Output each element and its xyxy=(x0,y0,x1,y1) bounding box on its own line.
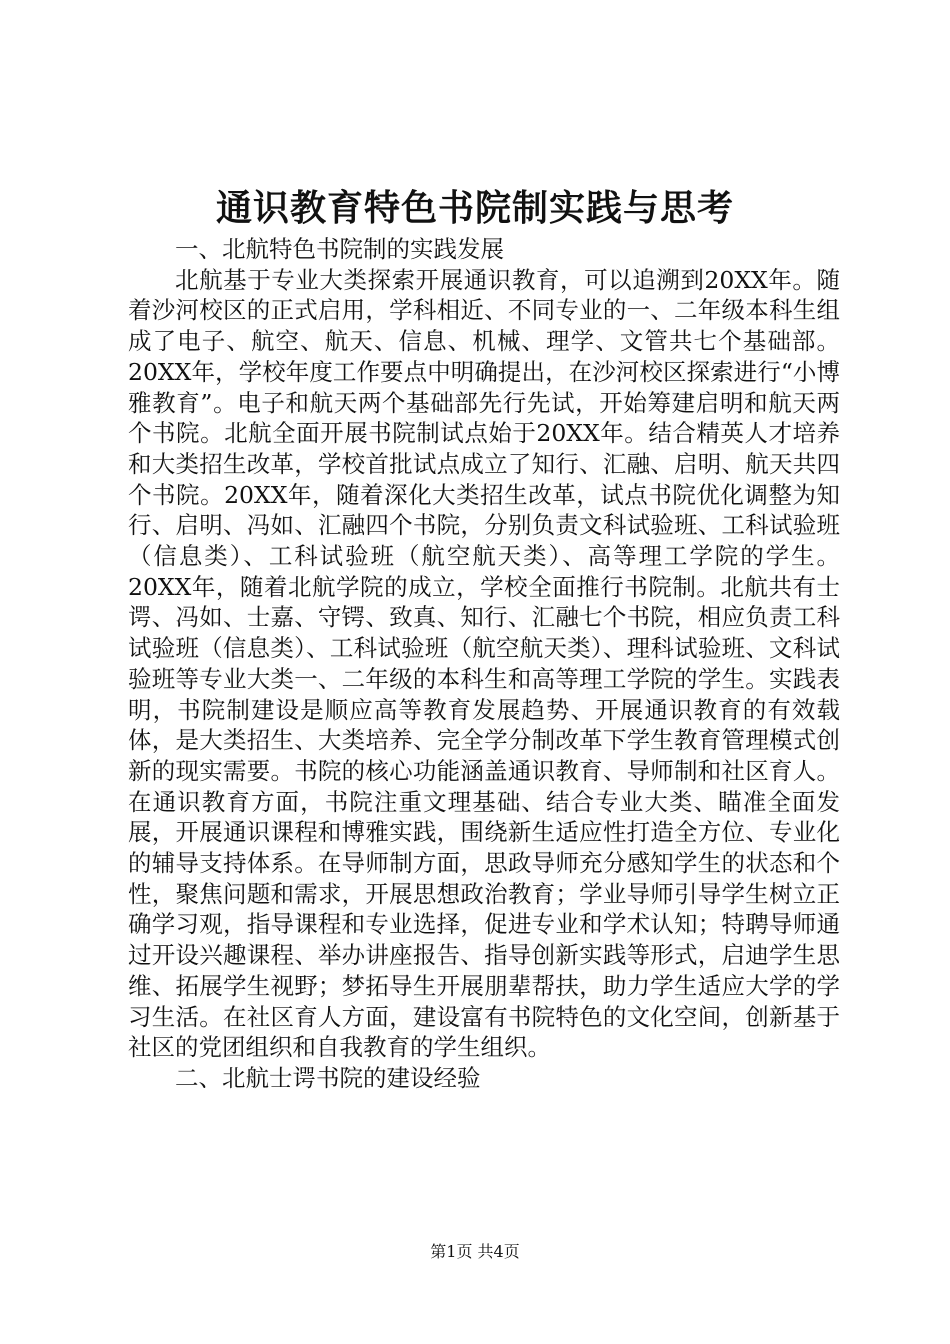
section-1-paragraph: 北航基于专业大类探索开展通识教育，可以追溯到20XX年。随着沙河校区的正式启用，学科相近、不同专业的一、二年级本科生组成了电子、航空、航天、信息、机械、理学、文管共七个基础部。20XX年，学校年度工作要点中明确提出，在沙河校区探索进行“小博雅教育”。电子和航天两个基础部先行先试，开始筹建启明和航天两个书院。北航全面开展书院制试点始于20XX年。结合精英人才培养和大类招生改革，学校首批试点成立了知行、汇融、启明、航天共四个书院。20XX年，随着深化大类招生改革，试点书院优化调整为知行、启明、冯如、汇融四个书院，分别负责文科试验班、工科试验班（信息类）、工科试验班（航空航天类）、高等理工学院的学生。20XX年，随着北航学院的成立，学校全面推行书院制。北航共有士谔、冯如、士嘉、守锷、致真、知行、汇融七个书院，相应负责工科试验班（信息类）、工科试验班（航空航天类）、理科试验班、文科试验班等专业大类一、二年级的本科生和高等理工学院的学生。实践表明，书院制建设是顺应高等教育发展趋势、开展通识教育的有效载体，是大类招生、大类培养、完全学分制改革下学生教育管理模式创新的现实需要。书院的核心功能涵盖通识教育、导师制和社区育人。在通识教育方面，书院注重文理基础、结合专业大类、瞄准全面发展，开展通识课程和博雅实践，围绕新生适应性打造全方位、专业化的辅导支持体系。在导师制方面，思政导师充分感知学生的状态和个性，聚焦问题和需求，开展思想政治教育；学业导师引导学生树立正确学习观，指导课程和专业选择，促进专业和学术认知；特聘导师通过开设兴趣课程、举办讲座报告、指导创新实践等形式，启迪学生思维、拓展学生视野；梦拓导生开展朋辈帮扶，助力学生适应大学的学习生活。在社区育人方面，建设富有书院特色的文化空间，创新基于社区的党团组织和自我教育的学生组织。 xyxy=(128,265,840,1062)
document-body xyxy=(128,234,840,1094)
document-title: 通识教育特色书院制实践与思考 xyxy=(215,187,734,229)
section-1-heading: 一、北航特色书院制的实践发展 xyxy=(175,235,504,263)
section-2-heading: 二、北航士谔书院的建设经验 xyxy=(175,1063,481,1092)
page-footer: 第1页 共4页 xyxy=(430,1242,520,1261)
